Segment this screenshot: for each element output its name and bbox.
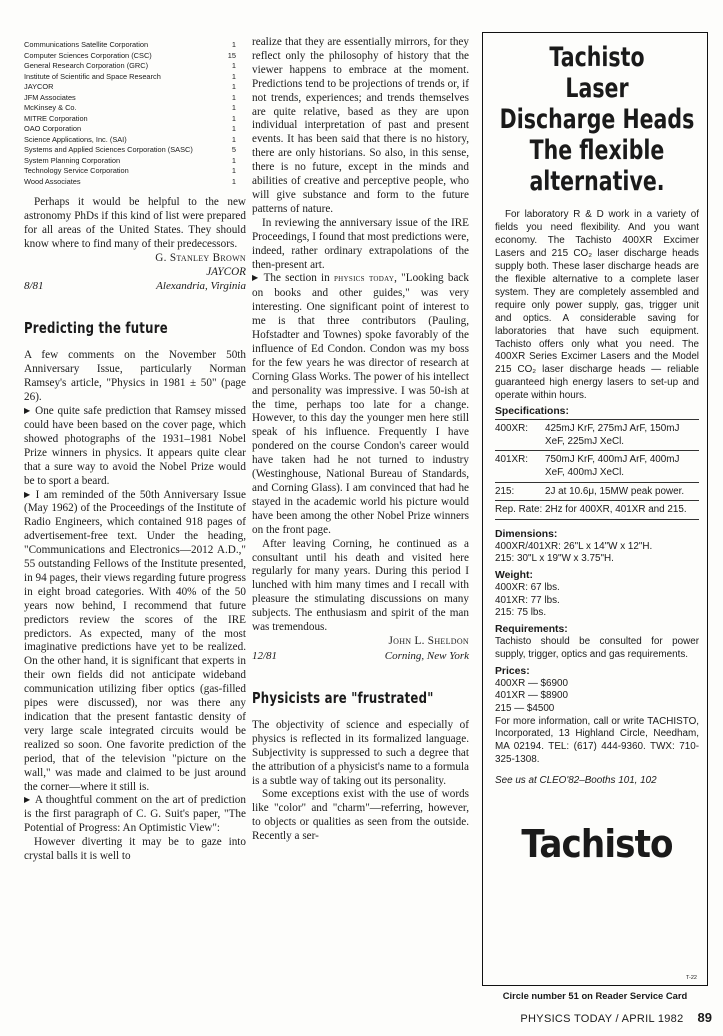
- organization-count: 1: [231, 92, 236, 102]
- ad-headline-line: Laser: [565, 73, 629, 104]
- letter-paragraph: After leaving Corning, he continued as a consultant until his death and visited here regularly for many years. During this period I lunched with him many times and I recall with pleasure the stimulating discussions on many subjects. The enthusiasm and spirit of the man was tremendous.: [252, 537, 469, 634]
- spec-value: 425mJ KrF, 275mJ ArF, 150mJ XeF, 225mJ XeCl.: [545, 423, 680, 447]
- signature-org: JAYCOR: [206, 265, 246, 278]
- count-row: [24, 135, 236, 146]
- organization-count: 1: [231, 166, 236, 175]
- letter-paragraph: In reviewing the anniversary issue of the IRE Proceedings, I found that most predictions were, indeed, rather ordinary extrapolations of the then-present art.: [252, 216, 469, 271]
- signature-sheldon: [252, 635, 469, 649]
- organization-name: MITRE Corporation: [24, 113, 88, 123]
- organization-name: Computer Sciences Corporation (CSC): [24, 50, 152, 60]
- spec-value: 750mJ KrF, 400mJ ArF, 400mJ XeF, 400mJ XeCl.: [545, 454, 680, 479]
- organization-name: Science Applications, Inc. (SAI): [24, 134, 127, 144]
- letter-paragraph: ▶ I am reminded of the 50th Anniversary Issue (May 1962) of the Proceedings of the Institute of Radio Engineers, which contained 918 pages of advertisement-free text. Under the heading, "Communications and Electronics—2012 A.D.," 55 outstanding Fellows of the Institute presented, in 94 pages, their views regarding future progress in eight broad categories. With 40% of the 50 years now behind, I recommend that future predictors review the scores of the IRE predictors. As expected, many of the most imaginative predictions have yet to be realized. On the other hand, it is significant that experts in their own fields did not anticipate wideband communication utilizing fiber optics (gas-filled pipes were discussed), nor was there any indication that the present fantastic density of very large scale integrated circuits would be realized so soon. One favorite prediction of the period, that of the television "picture on the wall," was made and claimed to be just around the corner—where it still is.: [24, 489, 246, 795]
- organization-count: 15: [227, 50, 236, 60]
- organization-name: JAYCOR: [24, 82, 54, 91]
- count-row: [24, 51, 236, 62]
- count-row: [24, 177, 236, 188]
- ad-headline-line: alternative.: [529, 166, 665, 197]
- count-row: [24, 124, 236, 135]
- dimension-line: 400XR/401XR: 26"L x 14"W x 12"H.: [495, 540, 653, 552]
- spec-row: [495, 483, 699, 502]
- letter-paragraph: The objectivity of science and especially of physics is reflected in its formalized language. Subjectivity is suppressed to such a degree that the attribution of a physicist's name to a formula is a subtle way of taking out its personality.: [252, 718, 469, 787]
- signature-line: [24, 279, 246, 293]
- letter-paragraph: realize that they are essentially mirrors, for they reflect only the philosophy of history that the viewer happens to embrace at the moment. Predictions tend to be projections of trends or, if not trends, experiences; and trends themselves are quite relative, based as they are upon individual interpretation of past and present events. It has been said that there is no history, there are only historians. So also, in this sense, there is no future, except in the minds and abilities of creative and perceptive people, who will give substance and form to the future patterns of nature.: [252, 36, 469, 215]
- spec-model: Rep. Rate:: [495, 504, 543, 516]
- dimensions-label: Dimensions:: [495, 528, 558, 540]
- column-2: [252, 36, 469, 844]
- ad-code: T-22: [685, 975, 697, 981]
- organization-count: 1: [231, 71, 236, 81]
- ad-headline: [495, 42, 699, 197]
- prices-list: [495, 678, 699, 716]
- organization-name: System Planning Corporation: [24, 155, 121, 165]
- spec-model: 400XR:: [495, 423, 528, 435]
- letter-closing: [24, 196, 246, 252]
- spec-row: [495, 501, 699, 520]
- organization-name: General Research Corporation (GRC): [24, 61, 149, 70]
- organization-count: 1: [231, 103, 236, 112]
- specs-label: Specifications:: [495, 406, 569, 418]
- weight-label: Weight:: [495, 570, 533, 582]
- page-footer: [470, 1010, 712, 1025]
- organization-count: 1: [231, 134, 236, 144]
- signature-date: 12/81: [252, 649, 278, 662]
- organization-count: 1: [231, 61, 236, 70]
- organization-count: 1: [231, 82, 236, 91]
- weight-line: 400XR: 67 lbs.: [495, 582, 560, 594]
- organization-count: 5: [231, 145, 236, 154]
- count-row: [24, 156, 236, 167]
- count-row: [24, 93, 236, 104]
- letter-paragraph: Some exceptions exist with the use of words like "color" and "charm"—referring, however, to objects or qualities as seen from the outside. Recently a ser-: [252, 788, 469, 843]
- dimensions-list: [495, 541, 699, 566]
- organization-count: 1: [231, 124, 236, 133]
- spec-value: 2J at 10.6μ, 15MW peak power.: [545, 485, 685, 497]
- spec-value: 2Hz for 400XR, 401XR and 215.: [545, 504, 687, 516]
- count-row: [24, 40, 236, 51]
- letter-paragraph: ▶ The section in physics today, "Looking back on books and other guides," was very interesting. One significant point of interest to me is that three contributors (Pauling, Hofstadter and Townes) spoke favorably of the influence of Ed Condon. Condon was my boss for the few years he was director of research at Corning Glass Works. The power of his intellect and personality was impressive. I was 50-ish at the time, perhaps too late for a change. However, to this day the younger men here still speak of his influence. Frequently I have pondered on the course Condon's career would have taken had he not turned to industry (Westinghouse, National Bureau of Standards, and Corning Glass). I am convinced that had he stayed in the academic world his picture would have been among the other Nobel Prize winners on the front page.: [252, 272, 469, 537]
- organization-name: Systems and Applied Sciences Corporation (SASC): [24, 145, 193, 154]
- section-heading-predicting: Predicting the future: [24, 319, 168, 338]
- dimension-line: 215: 30"L x 19"W x 3.75"H.: [495, 553, 614, 565]
- organization-count-table: [24, 40, 236, 187]
- letter-paragraph: However diverting it may be to gaze into crystal balls it is well to: [24, 836, 246, 863]
- ad-headline-line: Tachisto: [549, 42, 645, 73]
- reader-service-note: Circle number 51 on Reader Service Card: [502, 990, 688, 1001]
- weight-line: 215: 75 lbs.: [495, 607, 547, 619]
- cleo-booth-note: See us at CLEO'82–Booths 101, 102: [495, 775, 657, 787]
- column-1: [24, 36, 246, 864]
- signature-name: John L. Sheldon: [388, 634, 469, 647]
- advertisement: [482, 32, 708, 986]
- organization-name: OAO Corporation: [24, 124, 82, 133]
- signature-date: 8/81: [24, 280, 44, 293]
- organization-name: Wood Associates: [24, 176, 81, 186]
- letter-paragraph: A few comments on the November 50th Anniversary Issue, particularly Norman Ramsey's article, "Physics in 1981 ± 50" (page 26).: [24, 349, 246, 404]
- signature-brown: [24, 252, 246, 280]
- tachisto-logo: Tachisto: [521, 821, 673, 866]
- ad-headline-line: Discharge Heads: [499, 104, 695, 135]
- price-line: 400XR — $6900: [495, 677, 569, 689]
- predicting-body: [24, 349, 246, 864]
- organization-name: Technology Service Corporation: [24, 166, 129, 175]
- ad-headline-line: The flexible: [529, 135, 665, 166]
- price-line: 401XR — $8900: [495, 690, 569, 702]
- letter-paragraph: ▶ One quite safe prediction that Ramsey missed could have been based on the cover page, which showed photographs of the 1931–1981 Nobel Prize winners in physics. It appears quite clear that a sure way to avoid the Nobel Prize would be to sport a beard.: [24, 405, 246, 488]
- specs-table: [495, 419, 699, 520]
- organization-count: 1: [231, 155, 236, 165]
- spec-model: 401XR:: [495, 454, 528, 466]
- count-row: [24, 72, 236, 83]
- weight-list: [495, 582, 699, 620]
- letter-paragraph: Perhaps it would be helpful to the new astronomy PhDs if this kind of list were prepared for all areas of the United States. They should know where to find many of their predecessors.: [24, 196, 246, 250]
- contact-text: For more information, call or write TACHISTO, Incorporated, 13 Highland Circle, Needham, MA 02194. TEL: (617) 444-9360. TWX: 710-325-1308.: [495, 715, 699, 766]
- requirements-label: Requirements:: [495, 623, 568, 635]
- signature-place: Alexandria, Virginia: [156, 280, 246, 293]
- count-row: [24, 61, 236, 72]
- section-heading-physicists: Physicists are "frustrated": [252, 688, 434, 707]
- count-row: [24, 103, 236, 114]
- section-paragraph: [252, 272, 469, 635]
- signature-place: Corning, New York: [384, 649, 469, 662]
- organization-count: 1: [231, 176, 236, 186]
- count-row: [24, 145, 236, 156]
- count-row: [24, 82, 236, 93]
- journal-name: PHYSICS TODAY / APRIL 1982: [520, 1013, 684, 1025]
- magazine-name: physics today: [333, 274, 395, 285]
- organization-name: McKinsey & Co.: [24, 103, 77, 112]
- count-row: [24, 114, 236, 125]
- price-line: 215 — $4500: [495, 702, 555, 714]
- organization-name: Institute of Scientific and Space Research: [24, 71, 161, 81]
- spec-model: 215:: [495, 485, 515, 497]
- spec-row: [495, 420, 699, 451]
- physicists-body: [252, 719, 469, 844]
- signature-line: [252, 649, 469, 663]
- predicting-body-continued: [252, 36, 469, 272]
- organization-count: 1: [231, 40, 236, 49]
- requirements-text: Tachisto should be consulted for power supply, trigger, optics and gas requirements.: [495, 635, 699, 660]
- ad-box: [482, 32, 708, 986]
- letter-paragraph: ▶ A thoughtful comment on the art of prediction is the first paragraph of C. G. Suit's paper, "The Potential of Progress: An Optimistic View":: [24, 794, 246, 836]
- ad-body: For laboratory R & D work in a variety of fields you need flexibility. And you want economy. The Tachisto 400XR Excimer Lasers and 215 CO₂ laser discharge heads supply both. These laser discharge heads are the flexible alternative to a complete laser system. They are completely assembled and require only power supply, gas, trigger unit and optics. A considerable saving for laboratories that have such equipment. Tachisto offers only what you need. The 400XR Series Excimer Lasers and the Model 215 CO₂ laser discharge heads — reliable guaranteed high energy lasers to set-up and operate within hours.: [495, 209, 699, 402]
- organization-name: Communications Satellite Corporation: [24, 40, 149, 49]
- spec-row: [495, 451, 699, 482]
- count-row: [24, 166, 236, 177]
- weight-line: 401XR: 77 lbs.: [495, 594, 560, 606]
- organization-name: JFM Associates: [24, 92, 76, 102]
- prices-label: Prices:: [495, 665, 530, 677]
- organization-count: 1: [231, 113, 236, 123]
- page-number: 89: [697, 1010, 712, 1025]
- signature-name: G. Stanley Brown: [155, 251, 246, 264]
